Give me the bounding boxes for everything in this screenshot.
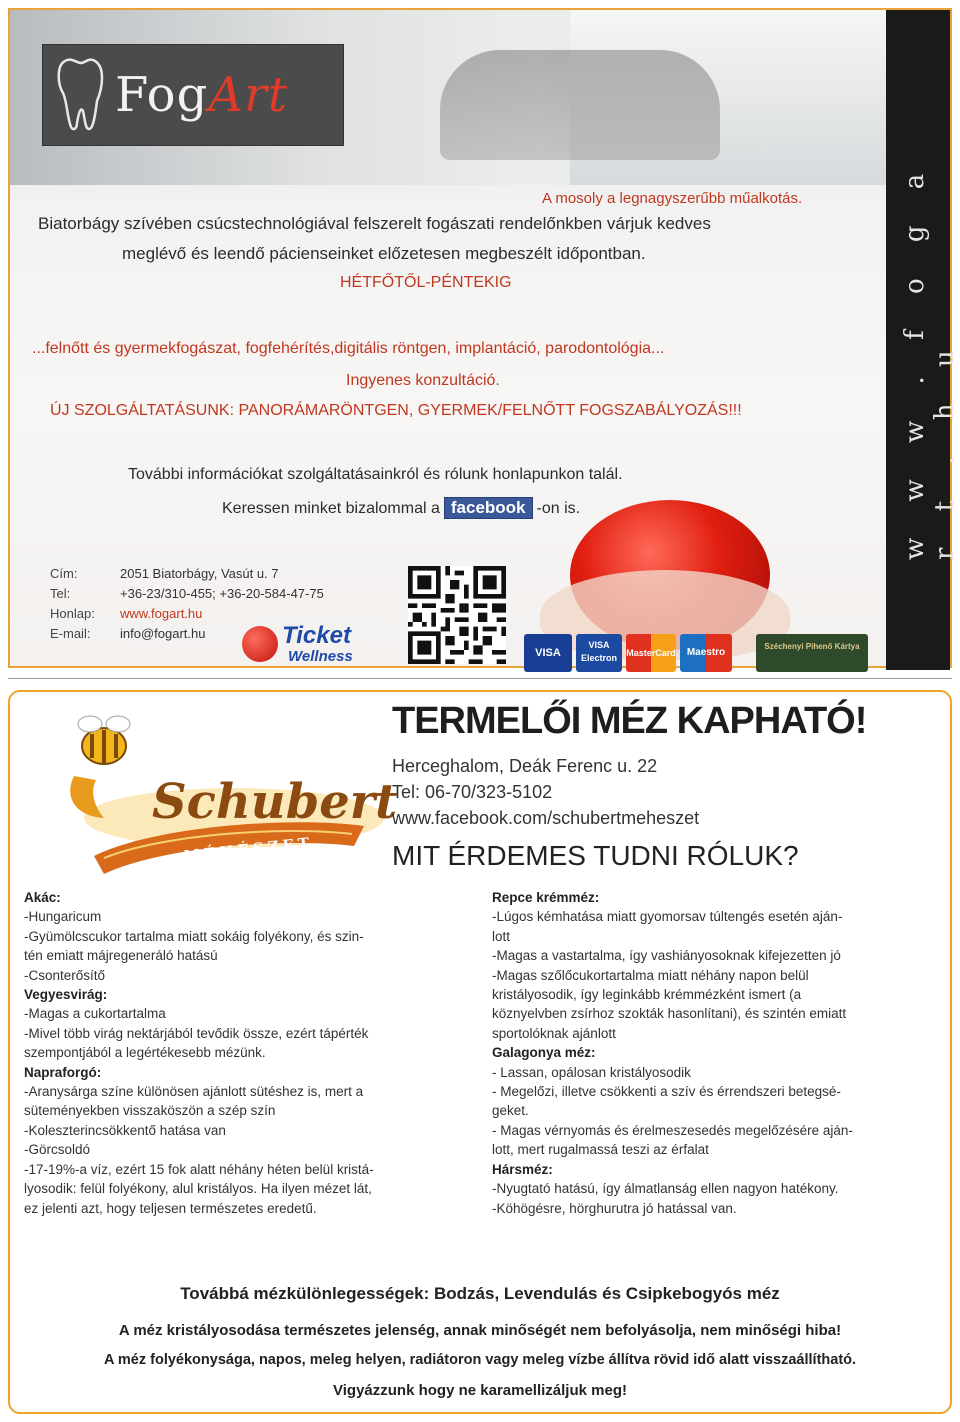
address-value: 2051 Biatorbágy, Vasút u. 7 (120, 566, 279, 581)
side-url: w w w . f o g a r t . h u (900, 159, 960, 560)
free-consultation: Ingyenes konzultáció. (346, 372, 500, 389)
phone-label: Tel: (50, 586, 71, 601)
honey-title-repce: Repce krémméz: (492, 890, 600, 905)
honey-line: szempontjából a legértékesebb mézünk. (24, 1045, 266, 1061)
right-column (492, 888, 942, 1218)
email-label: E-mail: (50, 626, 91, 641)
opening-days: HÉTFŐTŐL-PÉNTEKIG (340, 274, 512, 291)
schubert-ad (8, 690, 952, 1414)
honey-title-napraforgo: Napraforgó: (24, 1064, 102, 1080)
web-label: Honlap: (50, 606, 95, 621)
facebook-line (222, 497, 580, 519)
note-liquidity: A méz folyékonysága, napos, meleg helyen, radiátoron vagy meleg vízbe állítva rövid idő alatt visszaállítható. (103, 1352, 857, 1368)
honey-line: kristályosodik, így leginkább krémmézként ismert (a (492, 987, 802, 1003)
fogart-ad (8, 8, 960, 668)
honey-line: köznyelvben zsírhoz szokták hasonlítani), és szintén emiatt (492, 1006, 847, 1022)
note-caramelize: Vigyázzunk hogy ne karamellizáljuk meg! (333, 1382, 627, 1399)
honey-line: -Csonterősítő (24, 967, 106, 983)
dental-chair (440, 50, 720, 160)
facebook-line-after: -on is. (536, 500, 581, 517)
new-service: ÚJ SZOLGÁLTATÁSUNK: PANORÁMARÖNTGEN, GYERMEK/FELNŐTT FOGSZABÁLYOZÁS!!! (50, 402, 742, 419)
section-divider (8, 678, 952, 679)
logo-wordmark (115, 67, 288, 123)
intro-line-1: Biatorbágy szívében csúcstechnológiával felszerelt fogászati rendelőnkben várjuk kedves (38, 214, 711, 233)
facebook-badge[interactable]: facebook (444, 497, 533, 519)
phone: Tel: 06-70/323-5102 (392, 782, 553, 802)
honey-line: lyosodik: felül folyékony, alul kristályos. Ha ilyen mézet lát, (24, 1181, 372, 1197)
address-label: Cím: (50, 566, 78, 581)
honey-line: -Magas a vastartalma, így vashiányosoknak kifejezetten jó (492, 948, 841, 964)
more-info: További információkat szolgáltatásainkról és rólunk honlapunkon talál. (128, 466, 623, 483)
honey-line: - Lassan, opálosan kristályosodik (492, 1064, 691, 1080)
left-column (24, 888, 474, 1218)
fogart-logo (42, 44, 344, 146)
logo-name: Schubert (152, 774, 398, 830)
honey-line: -Görcsoldó (24, 1142, 91, 1158)
honey-line: lott (492, 928, 511, 944)
honey-line: -Mivel több virág nektárjából tevődik össze, ezért tápérték (24, 1025, 369, 1041)
honey-line: -Magas szőlőcukortartalma miatt néhány napon belül (492, 967, 809, 983)
honey-line: -Magas a cukortartalma (24, 1006, 166, 1022)
ticket-word: Ticket (282, 622, 351, 649)
logo-sub: MÉHÉSZET (182, 833, 315, 866)
web-link[interactable]: www.fogart.hu (120, 606, 203, 621)
email-value[interactable]: info@fogart.hu (120, 626, 206, 641)
services: ...felnőtt és gyermekfogászat, fogfehérítés,digitális röntgen, implantáció, parodontológia... (32, 340, 665, 357)
address: Herceghalom, Deák Ferenc u. 22 (392, 756, 658, 776)
honey-line: -Lúgos kémhatása miatt gyomorsav túltengés esetén aján- (492, 909, 843, 925)
honey-line: -Köhögésre, hörghurutra jó hatással van. (492, 1200, 737, 1216)
honey-line: ez jelenti azt, hogy teljesen természetes eredetű. (24, 1200, 317, 1216)
honey-title-galagonya: Galagonya méz: (492, 1045, 596, 1061)
subheading: MIT ÉRDEMES TUDNI RÓLUK? (392, 840, 799, 871)
note-crystallization: A méz kristályosodása természetes jelenség, annak minőségét nem befolyásolja, nem minőségi hiba! (118, 1322, 842, 1339)
honey-line: - Megelőzi, illetve csökkenti a szív és érrendszeri betegsé- (492, 1084, 841, 1100)
honey-line: süteményekben visszaköszön a szép szín (24, 1103, 276, 1119)
honey-title-akac: Akác: (24, 890, 61, 905)
headline: TERMELŐI MÉZ KAPHATÓ! (392, 700, 867, 742)
honey-line: tén emiatt májregeneráló hatású (24, 948, 218, 964)
honey-title-vegyesvirag: Vegyesvirág: (24, 987, 108, 1003)
honey-line: -Koleszterincsökkentő hatása van (24, 1122, 226, 1138)
visa-electron-card: VISA Electron (576, 634, 622, 672)
visa-card: VISA (524, 634, 572, 672)
honey-line: -17-19%-a víz, ezért 15 fok alatt néhány héten belül kristá- (24, 1161, 374, 1177)
szep-card: Széchenyi Pihenő Kártya (756, 634, 868, 672)
honey-line: -Nyugtató hatású, így álmatlanság ellen nagyon hatékony. (492, 1181, 839, 1197)
phone-value: +36-23/310-455; +36-20-584-47-75 (120, 586, 324, 601)
tooth-icon (55, 57, 107, 133)
honey-line: -Hungaricum (24, 909, 102, 925)
wellness-word: Wellness (288, 648, 353, 665)
honey-line: sportolóknak ajánlott (492, 1025, 616, 1041)
honey-line: -Aranysárga színe különösen ajánlott sütéshez is, mert a (24, 1084, 364, 1100)
honey-line: -Gyümölcscukor tartalma miatt sokáig folyékony, és szin- (24, 928, 364, 944)
honey-line: - Magas vérnyomás és érelmeszesedés megelőzésére aján- (492, 1122, 853, 1138)
facebook-link[interactable]: www.facebook.com/schubertmeheszet (392, 808, 700, 828)
honey-line: lott, mert rugalmassá teszi az érfalat (492, 1142, 709, 1158)
ticket-dot-icon (242, 626, 278, 662)
mastercard-card: MasterCard (626, 634, 676, 672)
facebook-line-before: Keressen minket bizalommal a (222, 500, 440, 517)
honey-title-hars: Hársméz: (492, 1161, 553, 1177)
intro-line-2: meglévő és leendő pácienseinket előzetesen megbeszélt időpontban. (122, 244, 646, 263)
logo-art: Art (208, 67, 289, 123)
logo-fog: Fog (115, 67, 209, 123)
ticket-wellness-logo (242, 622, 392, 666)
specialties: Továbbá mézkülönlegességek: Bodzás, Levendulás és Csipkebogyós méz (180, 1284, 780, 1303)
honey-line: geket. (492, 1103, 529, 1119)
schubert-logo (34, 706, 398, 886)
qr-code-icon[interactable] (408, 566, 506, 664)
motto: A mosoly a legnagyszerűbb műalkotás. (542, 190, 803, 207)
maestro-card: Maestro (680, 634, 732, 672)
